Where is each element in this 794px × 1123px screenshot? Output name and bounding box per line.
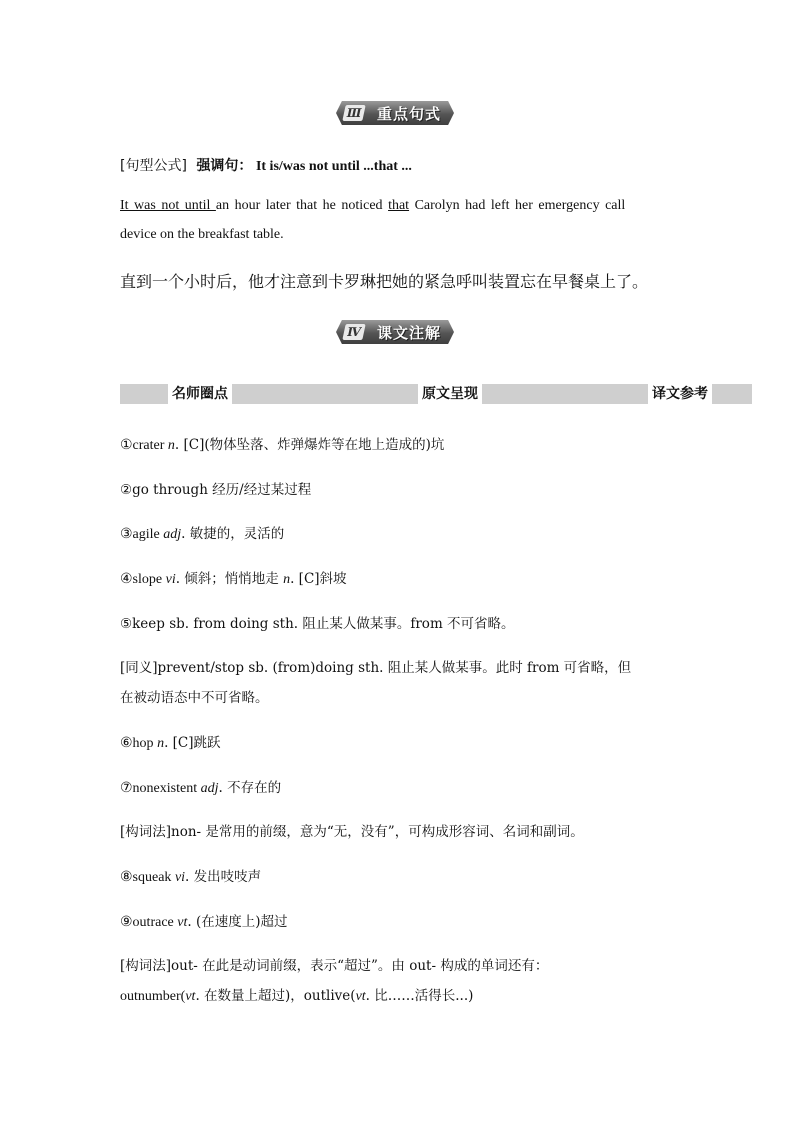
note-item-9-word-formation-line2 [120,984,473,1005]
formula-tag: [句型公式] [120,158,187,174]
note-item-9-word-formation-line1 [120,954,548,975]
note-item-1 [120,433,444,454]
note-word: ③agile [120,527,164,542]
note-text: ⑤keep sb. from doing sth. 阻止某人做某事。from 不可省略。 [120,616,515,632]
note-pos: adj [200,781,219,796]
note-text: [构词法]non- 是常用的前缀，意为“无，没有”，可构成形容词、名词和副词。 [120,824,584,840]
banner-roman-numeral: Ⅲ [342,105,365,121]
column-header-bar [120,384,791,404]
note-text: [构词法]out- 在此是动词前缀，表示“超过”。由 out- 构成的单词还有： [120,958,549,974]
note-text: [同义]prevent/stop sb. (from)doing sth. 阻止某人做某事。此时 from 可省略，但 [120,660,632,676]
header-col-teacher-notes: 名师圈点 [168,384,232,404]
note-item-8 [120,865,261,886]
note-definition: . [C]跳跃 [164,735,221,751]
note-item-7-word-formation [120,820,584,841]
banner-title: 课文注解 [376,323,441,342]
note-pos: vt [185,989,196,1004]
note-word: ⑧squeak [120,870,175,885]
note-definition: . 发出吱吱声 [185,869,262,885]
section-banner-text-notes [336,320,454,344]
formula-label: 强调句： [196,158,253,174]
note-word: ⑨outrace [120,915,178,930]
note-definition: . 倾斜；悄悄地走 [175,571,284,587]
note-item-5-synonym-line2 [120,686,269,707]
note-item-9 [120,910,287,931]
example-underlined-that: that [388,198,410,213]
note-pos: n [157,736,165,751]
example-sentence-line2: device on the breakfast table. [120,227,284,242]
note-word: ⑦nonexistent [120,781,201,796]
note-definition: . [C]斜坡 [290,571,347,587]
example-text-2: an hour later that he noticed [215,198,389,213]
header-gray-segment [712,384,752,404]
header-gray-segment [482,384,648,404]
note-item-3 [120,522,284,543]
note-text: . 在数量上超过)，outlive( [195,988,356,1004]
note-definition: . [C](物体坠落、炸弹爆炸等在地上造成的)坑 [174,437,445,453]
banner-roman-numeral: Ⅳ [342,324,365,340]
note-item-2 [120,478,311,499]
section-banner-key-sentences [336,101,454,125]
note-text: . 比……活得长...) [365,988,474,1004]
note-item-5-synonym-line1 [120,656,631,677]
note-text: ②go through 经历/经过某过程 [120,482,312,498]
example-underlined-1: It was not until [120,198,216,213]
header-col-original-text: 原文呈现 [418,384,482,404]
note-item-5 [120,612,515,633]
header-gray-segment [120,384,168,404]
note-pos: vi [174,870,186,885]
note-word: ④slope [120,572,166,587]
note-text: outnumber( [120,989,186,1004]
note-item-4 [120,567,347,588]
header-col-translation: 译文参考 [648,384,712,404]
header-gray-segment [232,384,418,404]
note-pos: adj [163,527,182,542]
formula-line [120,155,412,175]
note-item-6 [120,731,221,752]
note-pos: n [283,572,291,587]
note-definition: . 不存在的 [218,780,282,796]
note-text: 在被动语态中不可省略。 [120,690,269,706]
note-pos: vt [355,989,366,1004]
note-word: ①crater [120,438,168,453]
banner-title: 重点句式 [376,104,441,123]
note-definition: . (在速度上)超过 [187,914,288,930]
note-pos: vt [177,915,188,930]
note-definition: . 敏捷的，灵活的 [181,526,285,542]
formula-pattern: It is/was not until ...that ... [255,159,412,174]
note-word: ⑥hop [120,736,158,751]
note-pos: n [167,438,175,453]
note-pos: vi [165,572,176,587]
translation-text: 直到一个小时后，他才注意到卡罗琳把她的紧急呼叫装置忘在早餐桌上了。 [120,272,649,291]
example-text-4: Carolyn had left her emergency call [409,198,626,213]
note-item-7 [120,776,281,797]
example-sentence-line1 [120,198,625,214]
